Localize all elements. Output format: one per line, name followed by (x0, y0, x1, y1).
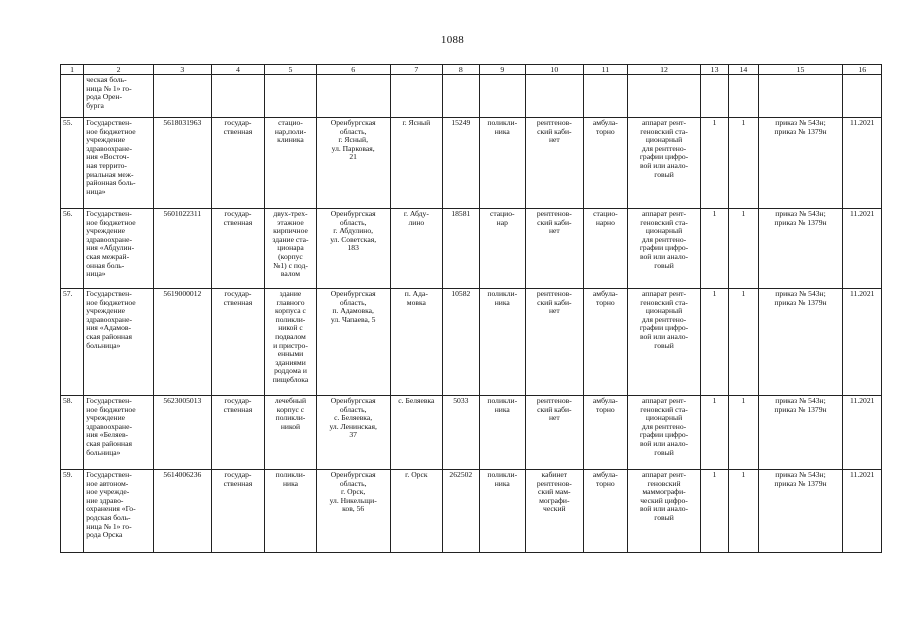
cell-empty (583, 75, 627, 118)
cell-unit: поликли- ника (479, 396, 526, 470)
cell-address: Оренбургская область, г. Абдулино, ул. Советская, 183 (316, 209, 390, 289)
cell-unit: поликли- ника (479, 289, 526, 396)
cell-building: лечебный корпус с поликли- никой (265, 396, 317, 470)
cell-code: 5623005013 (154, 396, 212, 470)
cell-no: 59. (61, 470, 84, 553)
cell-count-13: 1 (700, 470, 728, 553)
cell-count-14: 1 (729, 209, 758, 289)
column-number-row (61, 65, 882, 75)
cell-no: 56. (61, 209, 84, 289)
cell-empty (443, 75, 479, 118)
cell-empty (390, 75, 443, 118)
cell-empty (211, 75, 265, 118)
column-number: 3 (154, 65, 212, 75)
column-number: 4 (211, 65, 265, 75)
cell-address: Оренбургская область, г. Ясный, ул. Парковая, 21 (316, 118, 390, 209)
cell-room: рентгенов- ский каби- нет (526, 209, 584, 289)
column-number: 8 (443, 65, 479, 75)
column-number: 16 (843, 65, 882, 75)
cell-address: Оренбургская область, г. Орск, ул. Никельщи- ков, 56 (316, 470, 390, 553)
cell-building: стацио- нар,поли- клиника (265, 118, 317, 209)
cell-address: Оренбургская область, с. Беляевка, ул. Ленинская, 37 (316, 396, 390, 470)
continuation-row (61, 75, 882, 118)
cell-order: приказ № 543н; приказ № 1379н (758, 289, 843, 396)
cell-population: 262502 (443, 470, 479, 553)
cell-ownership: государ- ственная (211, 396, 265, 470)
cell-care-mode: амбула- торно (583, 289, 627, 396)
cell-no (61, 75, 84, 118)
cell-date: 11.2021 (843, 209, 882, 289)
table-row (61, 470, 882, 553)
cell-institution: Государствен- ное бюджетное учреждение здравоохране- ния «Абдулин- ская межрай- онная боль- ница» (84, 209, 154, 289)
cell-count-13: 1 (700, 396, 728, 470)
cell-count-14: 1 (729, 118, 758, 209)
column-number: 15 (758, 65, 843, 75)
cell-empty (154, 75, 212, 118)
cell-address: Оренбургская область, п. Адамовка, ул. Чапаева, 5 (316, 289, 390, 396)
cell-empty (628, 75, 701, 118)
column-number: 6 (316, 65, 390, 75)
cell-equipment: аппарат рент- геновский маммографи- ческий цифро- вой или анало- говый (628, 470, 701, 553)
table-row (61, 289, 882, 396)
cell-empty (700, 75, 728, 118)
cell-ownership: государ- ственная (211, 289, 265, 396)
cell-empty (316, 75, 390, 118)
cell-settlement: г. Ясный (390, 118, 443, 209)
cell-no: 57. (61, 289, 84, 396)
cell-population: 5033 (443, 396, 479, 470)
column-number: 2 (84, 65, 154, 75)
cell-institution: Государствен- ное бюджетное учреждение здравоохране- ния «Восточ- ная террито- риальная меж- районная боль- ница» (84, 118, 154, 209)
table-row (61, 209, 882, 289)
cell-code: 5601022311 (154, 209, 212, 289)
column-number: 5 (265, 65, 317, 75)
table-row (61, 118, 882, 209)
cell-room: кабинет рентгенов- ский мам- мографи- ческий (526, 470, 584, 553)
cell-institution: Государствен- ное бюджетное учреждение здравоохране- ния «Адамов- ская районная больница» (84, 289, 154, 396)
cell-settlement: г. Абду- лино (390, 209, 443, 289)
cell-empty (729, 75, 758, 118)
cell-date: 11.2021 (843, 396, 882, 470)
cell-unit: поликли- ника (479, 470, 526, 553)
cell-building: двух-трех- этажное кирпичное здание ста- ционара (корпус №1) с под- валом (265, 209, 317, 289)
cell-institution: ческая боль- ница № 1» го- рода Орен- бурга (84, 75, 154, 118)
cell-count-13: 1 (700, 118, 728, 209)
cell-institution: Государствен- ное автоном- ное учрежде- ние здраво- охранения «Го- родская боль- ница № 1» го- рода Орска (84, 470, 154, 553)
cell-care-mode: амбула- торно (583, 396, 627, 470)
cell-room: рентгенов- ский каби- нет (526, 396, 584, 470)
cell-date: 11.2021 (843, 470, 882, 553)
cell-ownership: государ- ственная (211, 118, 265, 209)
cell-equipment: аппарат рент- геновский ста- ционарный для рентгено- графии цифро- вой или анало- говый (628, 209, 701, 289)
cell-no: 55. (61, 118, 84, 209)
cell-count-13: 1 (700, 289, 728, 396)
cell-unit: стацио- нар (479, 209, 526, 289)
cell-empty (265, 75, 317, 118)
cell-building: поликли- ника (265, 470, 317, 553)
cell-no: 58. (61, 396, 84, 470)
cell-equipment: аппарат рент- геновский ста- ционарный для рентгено- графии цифро- вой или анало- говый (628, 118, 701, 209)
cell-count-14: 1 (729, 470, 758, 553)
column-number: 7 (390, 65, 443, 75)
cell-code: 5614006236 (154, 470, 212, 553)
column-number: 12 (628, 65, 701, 75)
cell-room: рентгенов- ский каби- нет (526, 289, 584, 396)
cell-empty (758, 75, 843, 118)
cell-unit: поликли- ника (479, 118, 526, 209)
cell-population: 18581 (443, 209, 479, 289)
cell-date: 11.2021 (843, 289, 882, 396)
cell-building: здание главного корпуса с поликли- никой с подвалом и пристро- енными зданиями роддома и пищеблока (265, 289, 317, 396)
column-number: 1 (61, 65, 84, 75)
cell-institution: Государствен- ное бюджетное учреждение здравоохране- ния «Беляев- ская районная больница» (84, 396, 154, 470)
cell-empty (526, 75, 584, 118)
cell-code: 5619000012 (154, 289, 212, 396)
cell-empty (843, 75, 882, 118)
cell-settlement: с. Беляевка (390, 396, 443, 470)
page-number: 1088 (440, 34, 465, 46)
cell-settlement: г. Орск (390, 470, 443, 553)
cell-date: 11.2021 (843, 118, 882, 209)
cell-ownership: государ- ственная (211, 470, 265, 553)
column-number: 10 (526, 65, 584, 75)
cell-order: приказ № 543н; приказ № 1379н (758, 470, 843, 553)
cell-count-13: 1 (700, 209, 728, 289)
cell-order: приказ № 543н; приказ № 1379н (758, 396, 843, 470)
cell-order: приказ № 543н; приказ № 1379н (758, 209, 843, 289)
cell-equipment: аппарат рент- геновский ста- ционарный для рентгено- графии цифро- вой или анало- говый (628, 396, 701, 470)
cell-room: рентгенов- ский каби- нет (526, 118, 584, 209)
cell-empty (479, 75, 526, 118)
cell-population: 10582 (443, 289, 479, 396)
column-number: 14 (729, 65, 758, 75)
cell-care-mode: амбула- торно (583, 118, 627, 209)
column-number: 11 (583, 65, 627, 75)
cell-count-14: 1 (729, 289, 758, 396)
cell-order: приказ № 543н; приказ № 1379н (758, 118, 843, 209)
cell-care-mode: амбула- торно (583, 470, 627, 553)
cell-count-14: 1 (729, 396, 758, 470)
table-row (61, 396, 882, 470)
column-number: 13 (700, 65, 728, 75)
cell-equipment: аппарат рент- геновский ста- ционарный для рентгено- графии цифро- вой или анало- говый (628, 289, 701, 396)
cell-code: 5618031963 (154, 118, 212, 209)
cell-ownership: государ- ственная (211, 209, 265, 289)
registry-table (60, 64, 882, 553)
cell-care-mode: стацио- нарно (583, 209, 627, 289)
cell-settlement: п. Ада- мовка (390, 289, 443, 396)
column-number: 9 (479, 65, 526, 75)
cell-population: 15249 (443, 118, 479, 209)
